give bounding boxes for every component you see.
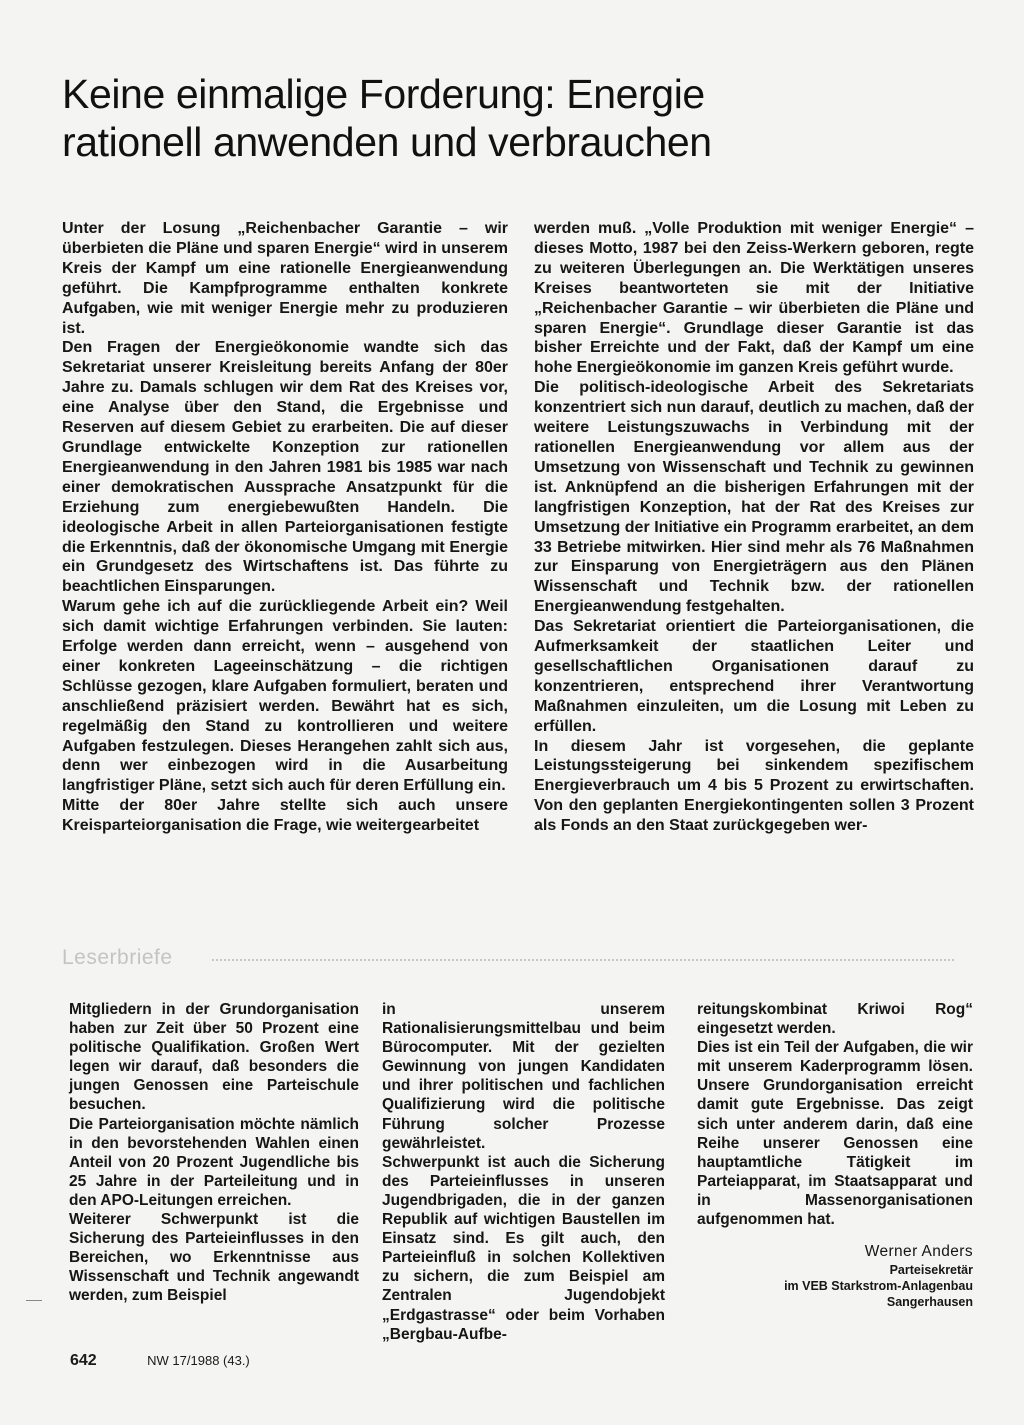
letter-paragraph: reitungskombinat Kriwoi Rog“ eingesetzt werden. [697,1001,973,1038]
article-paragraph: Das Sekretariat orientiert die Parteiorganisationen, die Aufmerksamkeit der staatlichen Leiter und gesellschaftlichen Organisationen darauf zu konzentrieren, entsprechend ihrer Verantwortung Maßnahmen einzuleiten, um die Losung mit Leben zu erfüllen. [534,618,974,735]
author-role: Parteisekretär [889,1263,973,1278]
article-headline: Keine einmalige Forderung: Energie rationell anwenden und verbrauchen [62,71,712,165]
letter-paragraph: Schwerpunkt ist auch die Sicherung des Parteieinflusses in unseren Jugendbrigaden, die in der ganzen Republik auf wichtigen Baustellen im Einsatz sind. Es gilt auch, den Parteieinfluß in solchen Kollektiven zu sichern, die zum Beispiel am Zentralen Jugendobjekt „Erdgastrasse“ oder beim Vorhaben „Bergbau-Aufbe- [382,1153,665,1343]
page-footer [70,1352,250,1370]
margin-mark [26,1300,42,1301]
section-label: Leserbriefe [62,946,173,969]
letter-paragraph: Mitgliedern in der Grundorganisation haben zur Zeit über 50 Prozent eine politische Qualifikation. Großen Wert legen wir darauf, daß besonders die jungen Genossen eine Parteischule besuchen. [69,1001,359,1114]
article-column-2 [534,219,974,836]
section-divider [212,959,954,961]
letter-column-1 [69,1000,359,1306]
letter-column-3 [697,1000,973,1310]
letter-paragraph: in unserem Rationalisierungsmittelbau und beim Bürocomputer. Mit der gezielten Gewinnung von jungen Kandidaten und ihrer politischen und fachlichen Qualifizierung wird die politische Führung solcher Prozesse gewährleistet. [382,1001,665,1152]
letter-column-2 [382,1000,665,1344]
section-header [62,945,974,971]
article-paragraph: Unter der Losung „Reichenbacher Garantie – wir überbieten die Pläne und sparen Energie“ wird in unserem Kreis der Kampf um eine rationelle Energieanwendung geführt. Die Kampfprogramme enthalten konkrete Aufgaben, wie mit weniger Energie mehr zu produzieren ist. [62,220,508,337]
article-paragraph: Mitte der 80er Jahre stellte sich auch unsere Kreisparteiorganisation die Frage, wie weitergearbeitet [62,797,508,835]
article-paragraph: werden muß. „Volle Produktion mit weniger Energie“ – dieses Motto, 1987 bei den Zeiss-Werkern geboren, regte zu weiteren Überlegungen an. Die Werktätigen unseres Kreises beantworteten sie mit der Initiative „Reichenbacher Garantie – wir überbieten die Pläne und sparen Energie“. Grundlage dieser Garantie ist das bisher Erreichte und der Fakt, daß der Kampf um eine hohe Energieökonomie im ganzen Kreis geführt wurde. [534,220,974,377]
letter-paragraph: Weiterer Schwerpunkt ist die Sicherung des Parteieinflusses in den Bereichen, wo Erkenntnisse aus Wissenschaft und Technik angewandt werden, zum Beispiel [69,1211,359,1305]
page-number: 642 [70,1352,97,1369]
article-paragraph: Die politisch-ideologische Arbeit des Sekretariats konzentriert sich nun darauf, deutlich zu machen, daß der weitere Leistungszuwachs in Verbindung mit der rationellen Energieanwendung vor allem aus der Umsetzung von Wissenschaft und Technik zu gewinnen ist. Anknüpfend an die bisherigen Erfahrungen mit der langfristigen Konzeption, hat der Rat des Kreises zur Umsetzung der Initiative ein Programm erarbeitet, an dem 33 Betriebe mitwirken. Hier sind mehr als 76 Maßnahmen zur Einsparung von Energieträgern aus den Plänen Wissenschaft und Technik bzw. der rationellen Energieanwendung festgehalten. [534,379,974,616]
author-name: Werner Anders [864,1243,973,1261]
article-column-1 [62,219,508,836]
author-place: Sangerhausen [886,1295,973,1310]
letter-paragraph: Die Parteiorganisation möchte nämlich in den bevorstehenden Wahlen einen Anteil von 20 Prozent Jugendliche bis 25 Jahre in der Parteileitung und in den APO-Leitungen erreichen. [69,1115,359,1209]
letter-paragraph: Dies ist ein Teil der Aufgaben, die wir mit unserem Kaderprogramm lösen. Unsere Grundorganisation erreicht damit gute Ergebnisse. Das zeigt sich unter anderem darin, daß eine Reihe unserer Genossen eine hauptamtliche Tätigkeit im Parteiapparat, im Staatsapparat und in Massenorganisationen aufgenommen hat. [697,1039,973,1229]
article-paragraph: In diesem Jahr ist vorgesehen, die geplante Leistungssteigerung bei sinkendem spezifischem Energieverbrauch um 4 bis 5 Prozent zu erwirtschaften. Von den geplanten Energiekontingenten sollen 3 Prozent als Fonds an den Staat zurückgegeben wer- [534,737,974,835]
article-paragraph: Den Fragen der Energieökonomie wandte sich das Sekretariat unserer Kreisleitung bereits Anfang der 80er Jahre zu. Damals schlugen wir dem Rat des Kreises vor, eine Analyse über den Stand, die Ergebnisse und Reserven auf diesem Gebiet zu erarbeiten. Die auf dieser Grundlage entwickelte Konzeption zur rationellen Energieanwendung in den Jahren 1981 bis 1985 war nach einer demokratischen Aussprache Ansatzpunkt für die Erziehung zum energiebewußten Handeln. Die ideologische Arbeit in allen Parteiorganisationen festigte die Erkenntnis, daß der ökonomische Umgang mit Energie ein Grundgesetz des Wirtschaftens ist. Das führte zu beachtlichen Einsparungen. [62,339,508,596]
article-paragraph: Warum gehe ich auf die zurückliegende Arbeit ein? Weil sich damit wichtige Erfahrungen verbinden. Sie lauten: Erfolge werden dann erreicht, wenn – ausgehend von einer konkreten Lageeinschätzung – die richtigen Schlüsse gezogen, klare Aufgaben formuliert, beraten und anschließend präzisiert werden. Bewährt hat es sich, regelmäßig den Stand zu kontrollieren und weitere Aufgaben festzulegen. Dieses Herangehen zahlt sich aus, denn wer einbezogen wird in die Ausarbeitung langfristiger Pläne, setzt sich auch für deren Erfüllung ein. [62,598,508,795]
author-company: im VEB Starkstrom-Anlagenbau [784,1279,973,1294]
letter-signature [697,1241,973,1310]
issue-reference: NW 17/1988 (43.) [147,1353,250,1368]
